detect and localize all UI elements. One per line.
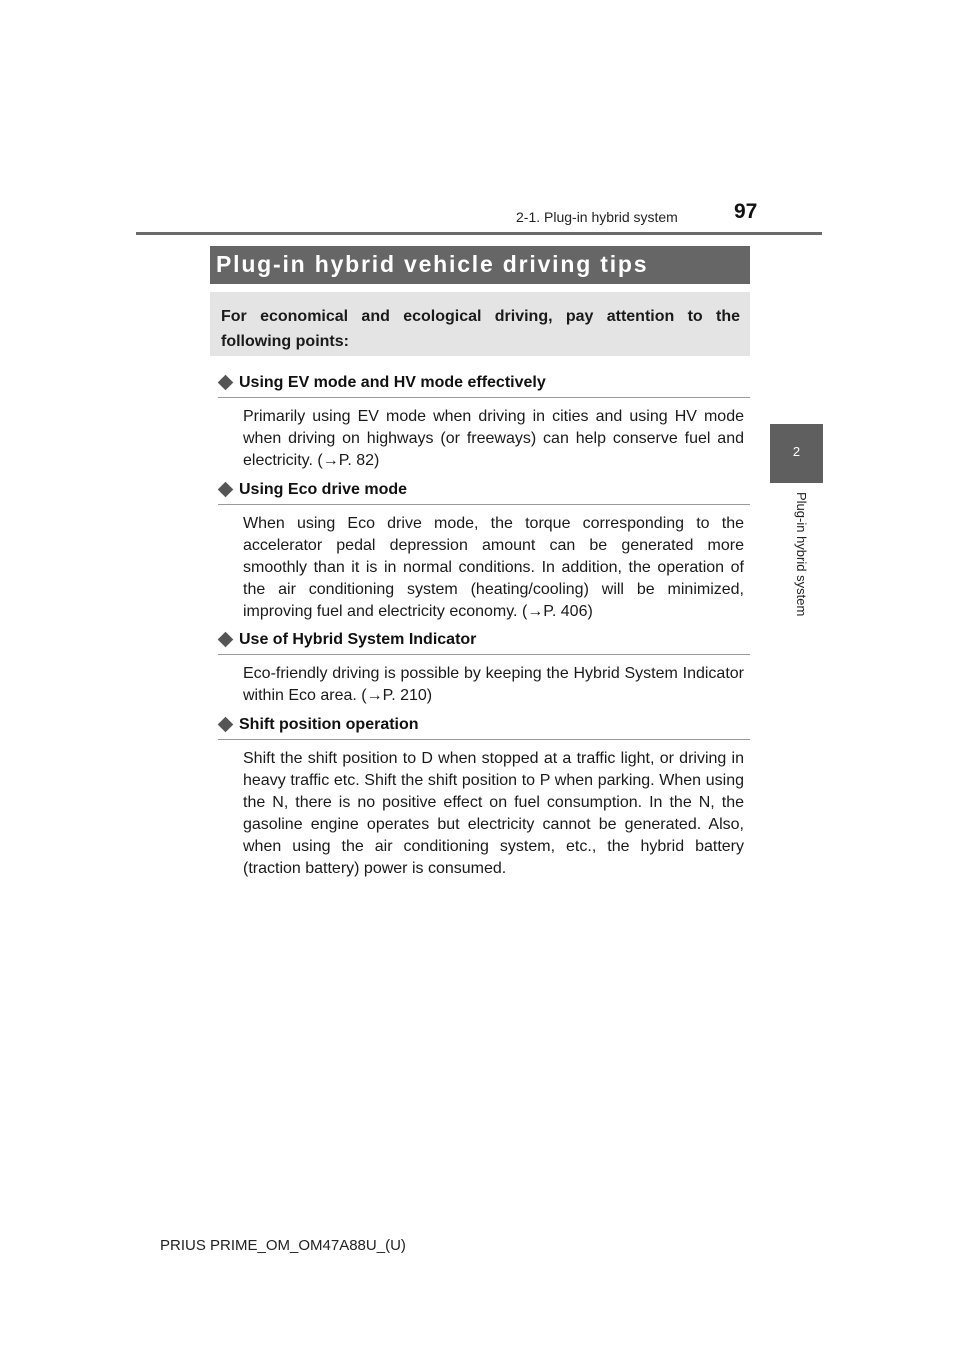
intro-text: For economical and ecological driving, pay attention to the following points: (221, 308, 740, 350)
section-body: Shift the shift position to D when stopped at a traffic light, or driving in heavy traffic etc. Shift the shift position to P when parking. When using the N, there is no positive effect on fuel consumption. In the N, the gasoline engine operates but electricity cannot be generated. Also, when using the air conditioning system, etc., the hybrid battery (traction battery) power is consumed. (243, 750, 744, 877)
diamond-bullet-icon (218, 716, 234, 732)
section-label: 2-1. Plug-in hybrid system (516, 209, 678, 225)
diamond-bullet-icon (218, 481, 234, 497)
section-heading (218, 714, 750, 740)
section-body: Primarily using EV mode when driving in cities and using HV mode when driving on highways (or freeways) can help conserve fuel and electricity. (→P. 82) (243, 408, 744, 469)
page-number: 97 (734, 200, 758, 223)
section-heading (218, 372, 750, 398)
chapter-tab (770, 424, 823, 483)
section-heading-text: Shift position operation (239, 716, 419, 733)
diamond-bullet-icon (218, 374, 234, 390)
section-ev-hv-mode (218, 372, 750, 472)
section-hybrid-system-indicator (218, 629, 750, 707)
section-heading (218, 479, 750, 505)
chapter-number: 2 (792, 444, 801, 459)
section-body: Eco-friendly driving is possible by keeping the Hybrid System Indicator within Eco area. (→P. 210) (243, 665, 744, 704)
header-rule (136, 232, 822, 235)
page-title: Plug-in hybrid vehicle driving tips (216, 251, 649, 277)
chapter-title: Plug-in hybrid system (794, 492, 809, 617)
footer-doc-code: PRIUS PRIME_OM_OM47A88U_(U) (160, 1237, 406, 1254)
section-heading-text: Using EV mode and HV mode effectively (239, 374, 546, 391)
section-heading-text: Use of Hybrid System Indicator (239, 631, 477, 648)
section-eco-drive-mode (218, 479, 750, 623)
intro-box (210, 292, 750, 356)
diamond-bullet-icon (218, 631, 234, 647)
section-heading (218, 629, 750, 655)
section-heading-text: Using Eco drive mode (239, 481, 408, 498)
page-title-bar (210, 246, 750, 284)
section-shift-position (218, 714, 750, 880)
section-body: When using Eco drive mode, the torque corresponding to the accelerator pedal depression amount can be generated more smoothly than it is in normal conditions. In addition, the operation of the air conditioning system (heating/cooling) will be minimized, improving fuel and electricity economy. (→P. 406) (243, 515, 744, 620)
